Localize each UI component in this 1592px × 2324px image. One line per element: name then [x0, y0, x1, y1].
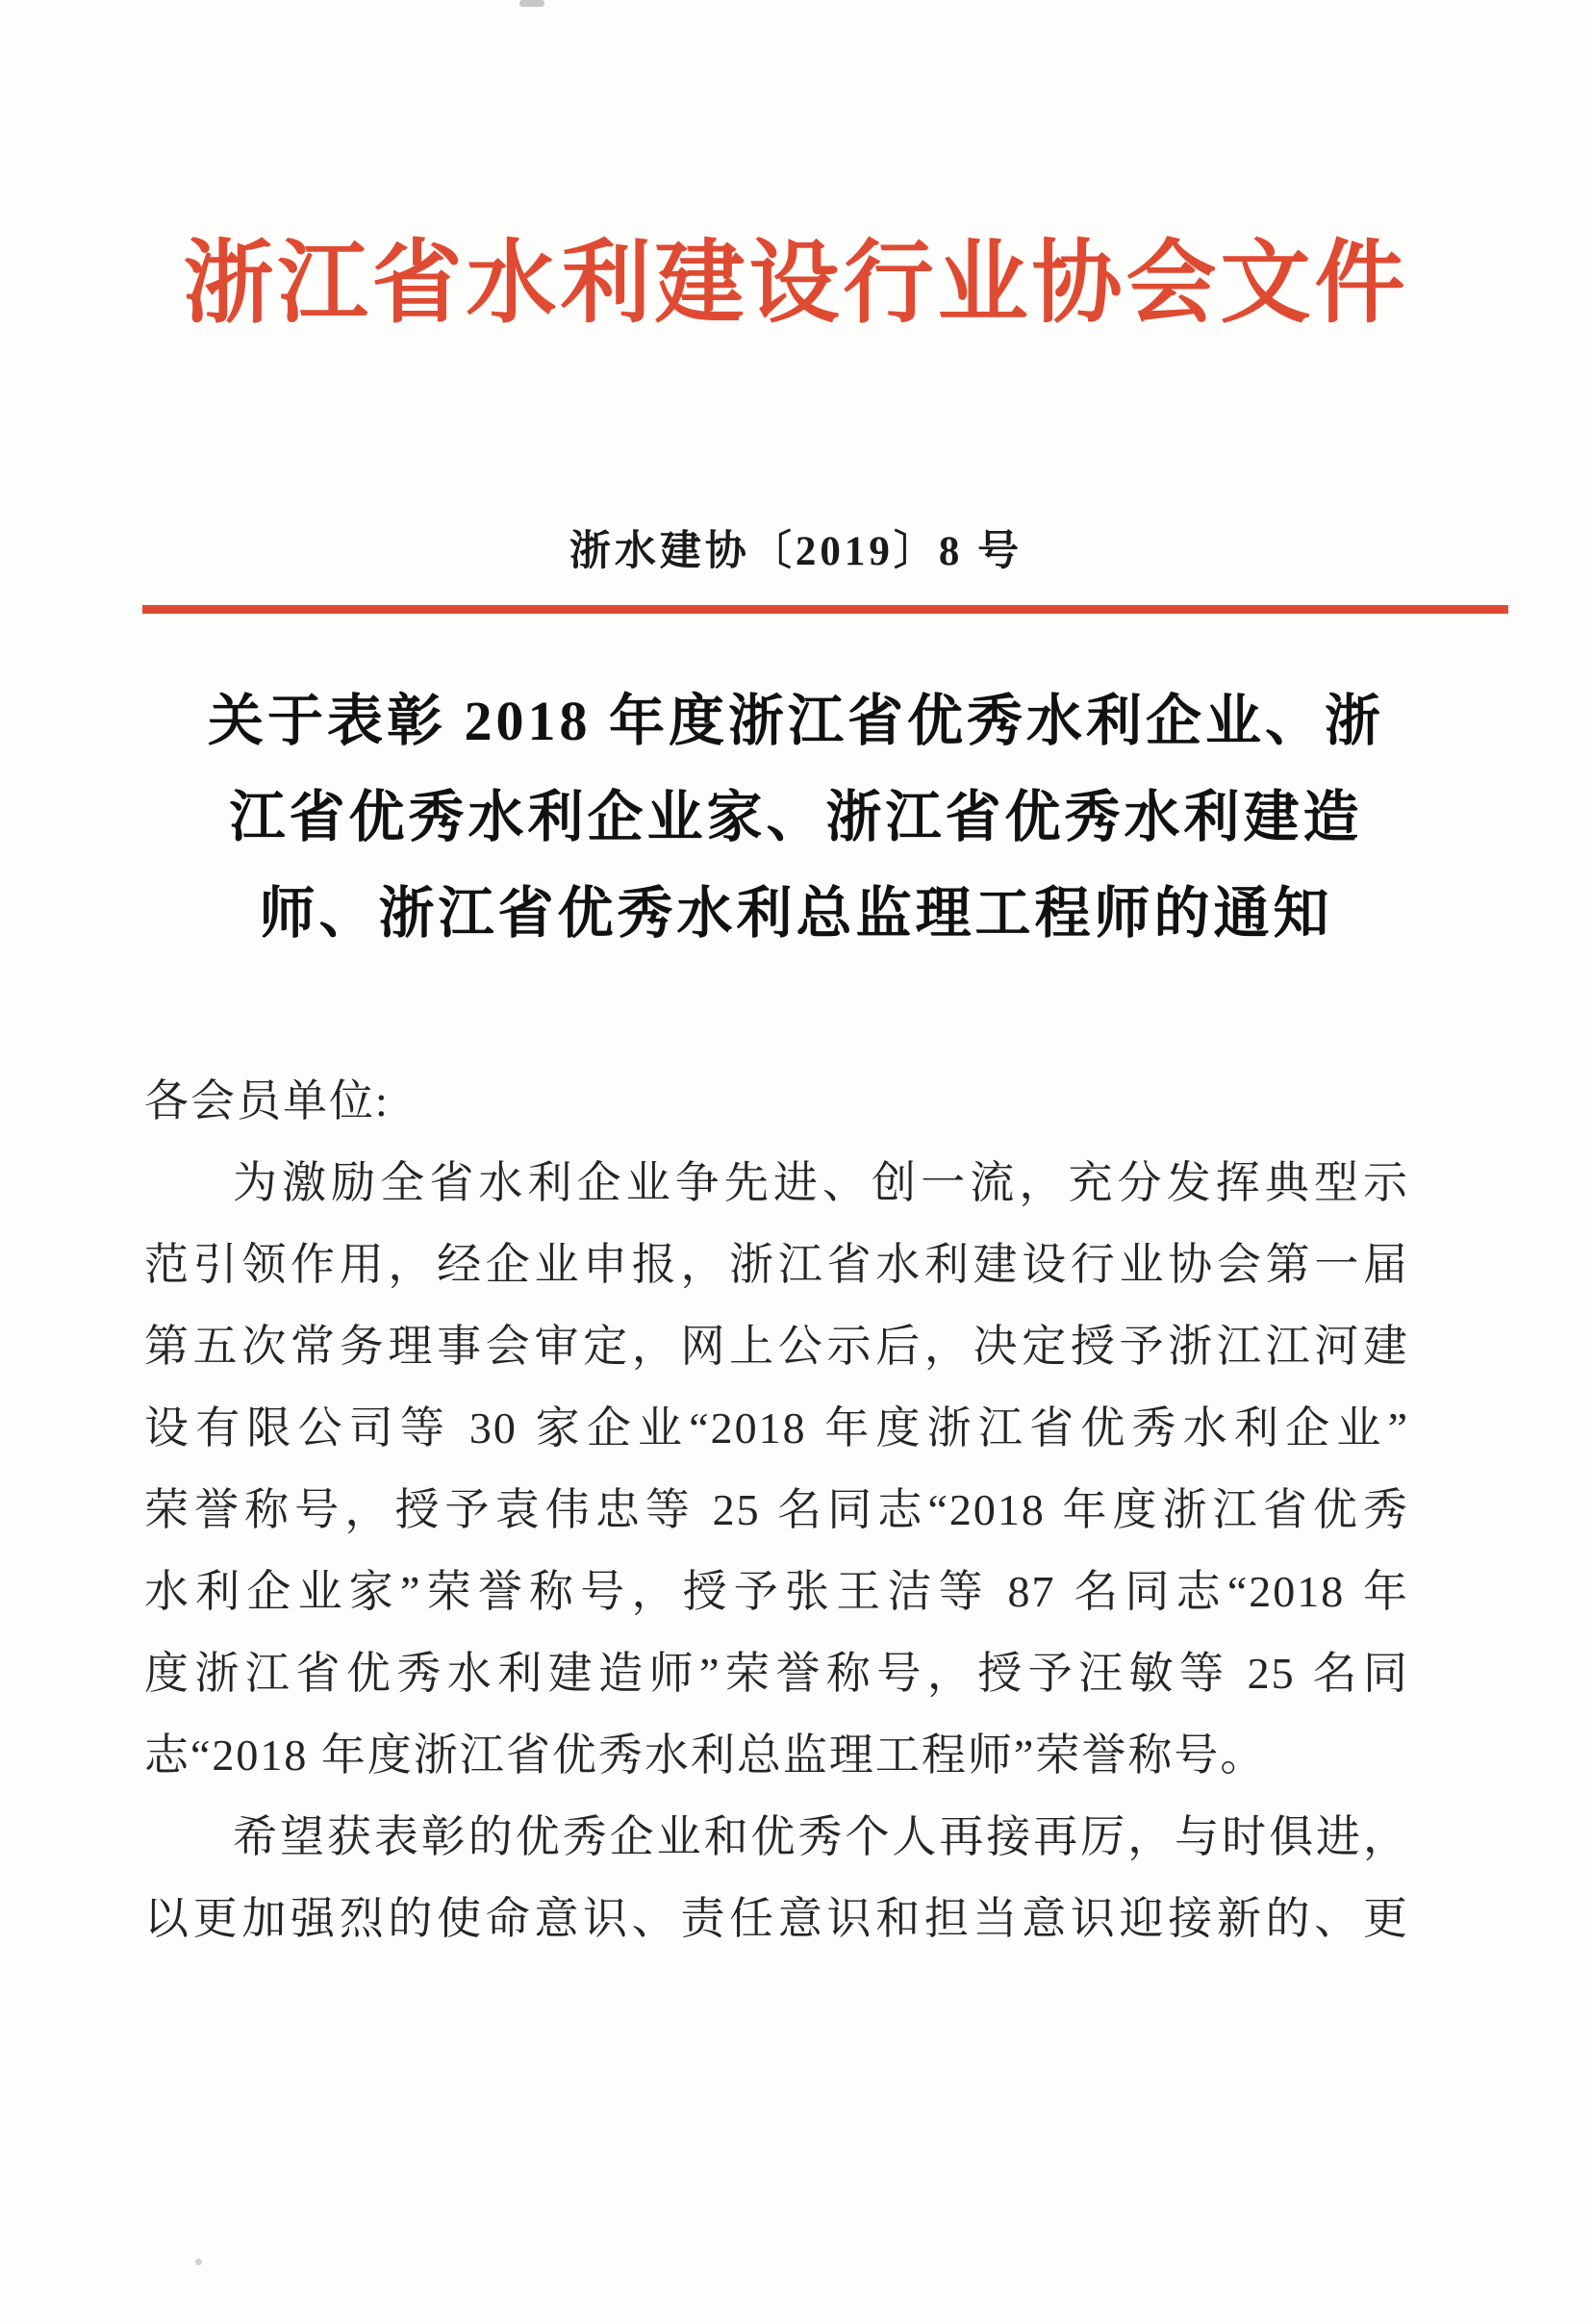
- notice-title-line-3: 师、浙江省优秀水利总监理工程师的通知: [259, 882, 1333, 945]
- body-line: 为激励全省水利企业争先进、创一流，充分发挥典型示: [233, 1158, 1409, 1207]
- body-line: 范引领作用，经企业申报，浙江省水利建设行业协会第一届: [144, 1240, 1409, 1289]
- notice-title: [0, 673, 1592, 962]
- letterhead-org-title: 浙江省水利建设行业协会文件: [183, 234, 1409, 334]
- notice-title-line-1: 关于表彰 2018 年度浙江省优秀水利企业、浙: [207, 690, 1384, 752]
- body-line: 设有限公司等 30 家企业“2018 年度浙江省优秀水利企业”: [144, 1403, 1409, 1452]
- body-line: 志“2018 年度浙江省优秀水利总监理工程师”荣誉称号。: [144, 1730, 1267, 1780]
- body-line: 荣誉称号，授予袁伟忠等 25 名同志“2018 年度浙江省优秀: [144, 1485, 1409, 1534]
- body-line: 以更加强烈的使命意识、责任意识和担当意识迎接新的、更: [144, 1894, 1409, 1943]
- red-divider-line: [142, 605, 1508, 614]
- salutation: 各会员单位:: [144, 1076, 390, 1125]
- scan-artifact-top: [519, 0, 544, 7]
- notice-title-line-2: 江省优秀水利企业家、浙江省优秀水利建造: [229, 786, 1363, 848]
- document-number: 浙水建协〔2019〕8 号: [569, 529, 1023, 574]
- body-line: 水利企业家”荣誉称号，授予张王洁等 87 名同志“2018 年: [144, 1567, 1409, 1616]
- body-line: 希望获表彰的优秀企业和优秀个人再接再厉，与时俱进，: [233, 1812, 1409, 1861]
- body-line: 第五次常务理事会审定，网上公示后，决定授予浙江江河建: [144, 1322, 1409, 1371]
- body-line: 度浙江省优秀水利建造师”荣誉称号，授予汪敏等 25 名同: [144, 1649, 1409, 1698]
- scan-artifact-bottom: [195, 2259, 202, 2265]
- document-body: [144, 1060, 1409, 1959]
